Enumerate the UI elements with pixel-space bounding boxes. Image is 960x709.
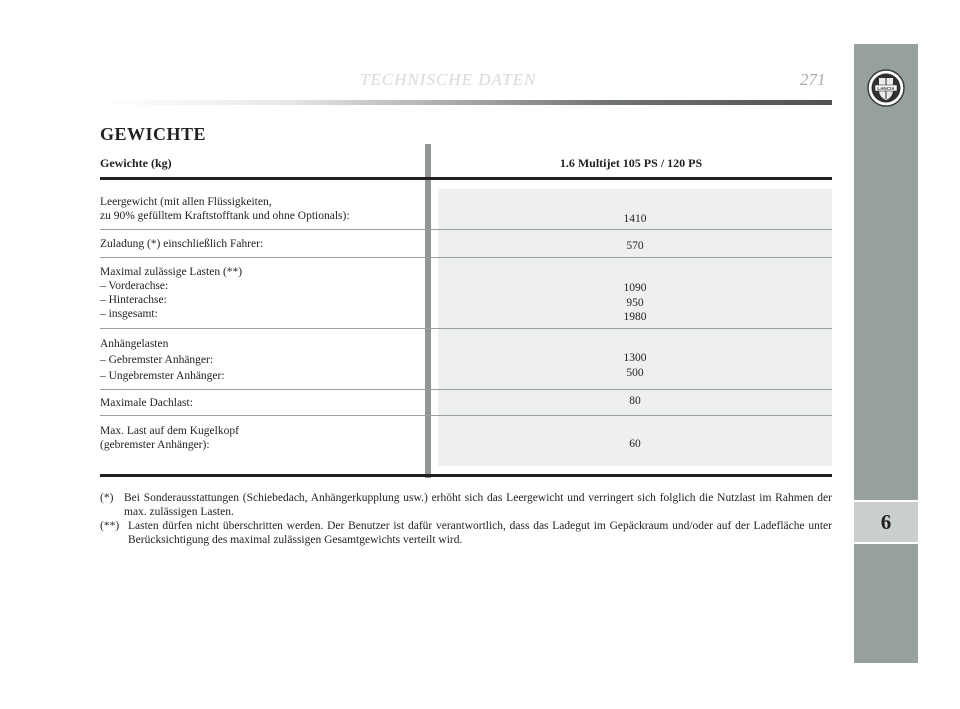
section-title: GEWICHTE [100,124,207,144]
row-value-empty-weight: 1410 [623,213,647,225]
lancia-shield-icon [866,68,906,108]
footnote-mark: (*) [100,492,114,504]
footnote-text: Lasten dürfen nicht überschritten werden. Der Benutzer ist dafür verantwortlich, dass das Ladegut im Gepäckraum und/oder auf der Ladefläche unter Berücksichtigung des maximal zulässigen Gesamtgewichts verteilt wird. [128,520,832,546]
row-label-empty-weight: Leergewicht (mit allen Flüssigkeiten, zu 90% gefülltem Kraftstofftank und ohne Optionals): [100,196,350,222]
table-bottom-rule [100,474,832,477]
header-rule [100,100,832,105]
footnote-2 [100,519,832,547]
row-rule [100,389,832,390]
column-header-engine: 1.6 Multijet 105 PS / 120 PS [559,156,703,170]
footnotes [100,491,832,547]
row-value-max-loads: 1090 950 1980 [623,282,647,323]
row-rule [100,328,832,329]
row-value-trailer-loads: 1300 500 [623,352,647,379]
table-top-rule [100,177,832,180]
page-number: 271 [800,70,826,89]
chapter-tab[interactable] [854,500,918,544]
footnote-text: Bei Sonderausstattungen (Schiebedach, Anhängerkupplung usw.) erhöht sich das Leergewicht und verringert sich folglich die Nutzlast im Rahmen der max. zulässigen Lasten. [124,492,832,518]
row-label-roof-load: Maximale Dachlast: [100,397,193,409]
chapter-number: 6 [880,509,892,534]
row-label-max-loads: Maximal zulässige Lasten (**) – Vorderachse: – Hinterachse: – insgesamt: [100,266,243,320]
row-rule [100,415,832,416]
row-rule [100,257,832,258]
row-rule [100,229,832,230]
column-divider [425,144,431,478]
row-value-tow-ball-load: 60 [629,438,641,450]
chapter-side-bar [854,44,918,663]
footnote-1 [100,491,832,519]
row-label-tow-ball-load: Max. Last auf dem Kugelkopf (gebremster Anhänger): [100,425,239,451]
row-value-roof-load: 80 [629,395,641,407]
column-header-weights: Gewichte (kg) [100,156,172,170]
logo-text: LANCIA [877,85,895,91]
row-label-payload: Zuladung (*) einschließlich Fahrer: [100,238,264,250]
footnote-mark: (**) [100,520,120,532]
row-label-trailer-loads: Anhängelasten – Gebremster Anhänger: – Ungebremster Anhänger: [100,338,225,382]
row-value-payload: 570 [626,240,644,252]
running-header-title: TECHNISCHE DATEN [360,70,537,89]
